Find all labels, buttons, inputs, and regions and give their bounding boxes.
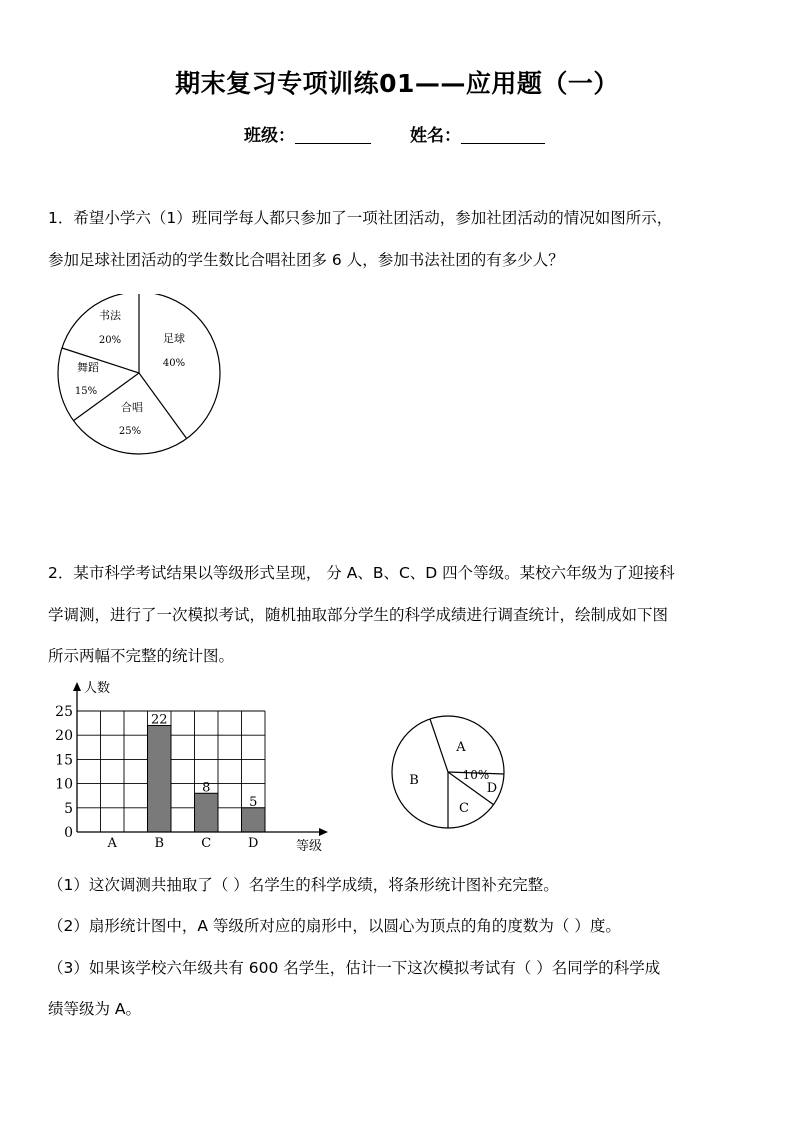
q2-y-tick-label: 25 xyxy=(55,704,73,720)
q2-bar-chart xyxy=(40,676,340,856)
name-blank[interactable] xyxy=(461,125,545,144)
q2-pie-chart xyxy=(388,712,512,836)
q2-bar-value-c: 8 xyxy=(202,780,211,796)
q1-text-line-2: 参加足球社团活动的学生数比合唱社团多 6 人，参加书法社团的有多少人？ xyxy=(48,251,564,269)
q2-sub-question-2: （2）扇形统计图中，A 等级所对应的扇形中，以圆心为顶点的角的度数为（ ）度。 xyxy=(48,917,621,935)
q1-label-football: 足球 xyxy=(163,332,185,345)
q2-y-tick-label: 20 xyxy=(55,728,73,745)
q2-label-b: B xyxy=(409,773,419,788)
q2-text-line-1: 2．某市科学考试结果以等级形式呈现， 分 A、B、C、D 四个等级。某校六年级为了迎接科 xyxy=(48,564,675,582)
q2-sub-question-3-line-2: 绩等级为 A。 xyxy=(48,1000,142,1018)
q2-y-axis-label: 人数 xyxy=(84,681,111,696)
q2-label-d: D xyxy=(486,781,498,796)
q1-value-calligraphy: 20% xyxy=(98,335,122,346)
q2-x-axis-arrow xyxy=(319,828,328,836)
q1-label-dance: 舞蹈 xyxy=(77,361,99,374)
q2-x-axis-label: 等级 xyxy=(296,839,323,854)
class-label: 班级： xyxy=(244,126,295,146)
q2-bar-value-d: 5 xyxy=(249,794,258,810)
q2-bar-value-b: 22 xyxy=(150,712,168,728)
q2-bar-d xyxy=(242,808,266,832)
q2-x-tick-c: C xyxy=(201,836,212,851)
class-blank[interactable] xyxy=(295,125,371,144)
q2-y-tick-label: 10 xyxy=(55,776,73,793)
q2-label-a: A xyxy=(456,740,466,755)
q2-y-tick-label: 0 xyxy=(64,825,73,841)
q2-y-tick-label: 15 xyxy=(55,752,73,769)
q2-text-line-2: 学调测，进行了一次模拟考试，随机抽取部分学生的科学成绩进行调查统计，绘制成如下图 xyxy=(48,606,669,624)
q2-x-tick-d: D xyxy=(248,836,259,851)
q2-x-tick-b: B xyxy=(154,836,165,851)
q2-x-tick-a: A xyxy=(107,836,117,851)
q2-bar-c xyxy=(195,793,219,832)
q2-text-line-3: 所示两幅不完整的统计图。 xyxy=(48,647,235,665)
class-field xyxy=(244,121,371,146)
q2-y-axis-arrow xyxy=(73,682,81,691)
q2-sub-question-1: （1）这次调测共抽取了（ ）名学生的科学成绩，将条形统计图补充完整。 xyxy=(48,876,559,894)
name-label: 姓名： xyxy=(410,126,461,146)
q2-bar-b xyxy=(148,726,172,832)
q1-label-chorus: 合唱 xyxy=(121,401,143,414)
q2-y-tick-label: 5 xyxy=(64,800,73,817)
q1-text-line-1: 1．希望小学六（1）班同学每人都只参加了一项社团活动，参加社团活动的情况如图所示， xyxy=(48,209,673,227)
q1-value-dance: 15% xyxy=(74,386,98,397)
name-field xyxy=(410,121,545,146)
q1-pie-chart xyxy=(56,294,226,456)
q1-value-chorus: 25% xyxy=(118,426,142,437)
q2-label-c: C xyxy=(459,801,469,816)
q1-label-calligraphy: 书法 xyxy=(99,309,121,322)
q1-value-football: 40% xyxy=(162,358,186,369)
page-title: 期末复习专项训练01——应用题（一） xyxy=(175,69,619,98)
q2-label-percent: 10% xyxy=(462,768,490,782)
q2-sub-question-3-line-1: （3）如果该学校六年级共有 600 名学生，估计一下这次模拟考试有（ ）名同学的科学成 xyxy=(48,959,661,977)
